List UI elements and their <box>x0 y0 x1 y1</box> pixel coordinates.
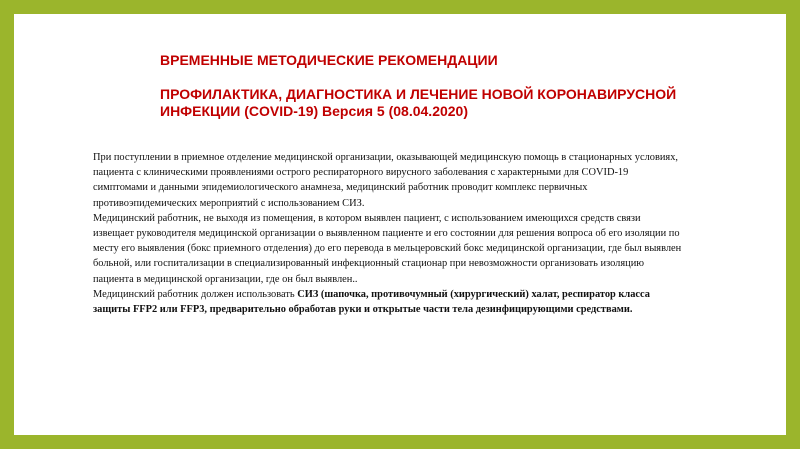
paragraph-1: При поступлении в приемное отделение медицинской организации, оказывающей медицинскую помощь в стационарных условиях, пациента с клиническими проявлениями острого респираторного вирусного заболевания с характерными для COVID-19 симптомами и данными эпидемиологического анамнеза, медицинский работник проводит комплекс первичных противоэпидемических мероприятий с использованием СИЗ. <box>93 152 679 209</box>
slide <box>14 14 786 435</box>
paragraph-3-plain: Медицинский работник должен использовать <box>93 288 298 300</box>
paragraph-3 <box>93 287 683 317</box>
slide-title <box>160 52 760 120</box>
paragraph-2: Медицинский работник, не выходя из помещения, в котором выявлен пациент, с использованием имеющихся средств связи извещает руководителя медицинской организации о выявленном пациенте и его состоянии для решения вопроса об его изоляции по месту его выявления (бокс приемного отделения) до его перевода в мельцеровский бокс медицинской организации, где был выявлен больной, или госпитализации в специализированный инфекционный стационар при невозможности организовать изоляцию пациента в медицинской организации, где он был выявлен.. <box>93 212 682 285</box>
paragraph-3-bold: СИЗ (шапочка, противочумный (хирургический) халат, респиратор класса защиты FFP2 или FFP3, предварительно обработав руки и открытые части тела дезинфицирующими средствами. <box>93 288 650 316</box>
body-text <box>93 150 683 317</box>
title-line-2: ПРОФИЛАКТИКА, ДИАГНОСТИКА И ЛЕЧЕНИЕ НОВОЙ КОРОНАВИРУСНОЙ ИНФЕКЦИИ (COVID-19) Версия 5 (08.04.2020) <box>160 86 677 119</box>
title-line-1: ВРЕМЕННЫЕ МЕТОДИЧЕСКИЕ РЕКОМЕНДАЦИИ <box>160 52 498 68</box>
